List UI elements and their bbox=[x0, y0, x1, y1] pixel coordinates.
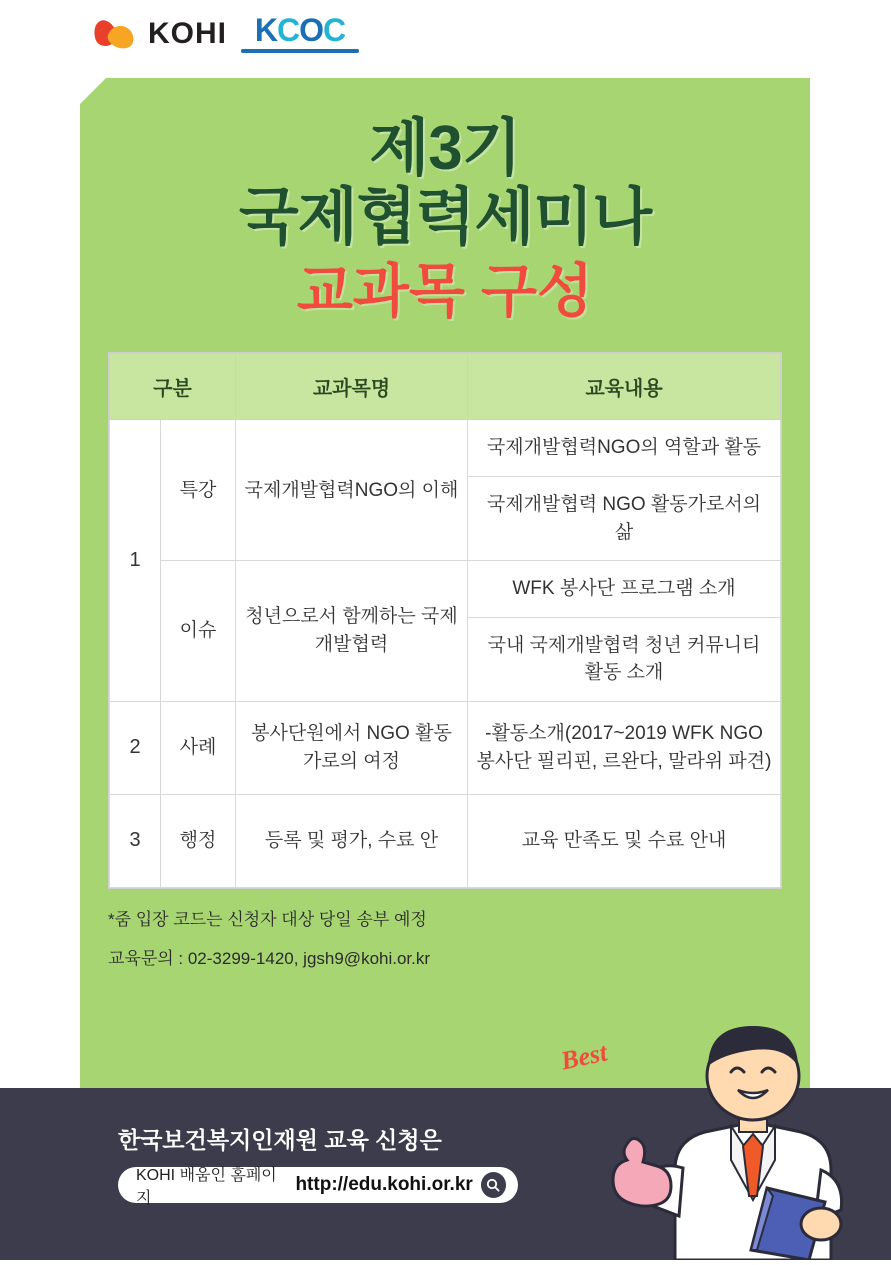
row2-subject: 청년으로서 함께하는 국제개발협력 bbox=[236, 561, 468, 702]
row3-type: 사례 bbox=[161, 701, 236, 794]
note-zoom-code: *줌 입장 코드는 신청자 대상 당일 송부 예정 bbox=[108, 909, 427, 929]
poster-title-block bbox=[80, 78, 810, 326]
table-header-subject: 교과목명 bbox=[236, 354, 468, 420]
row4-content-1: 교육 만족도 및 수료 안내 bbox=[468, 794, 781, 887]
brand-header bbox=[92, 14, 359, 53]
footer-pill-label: KOHI 배움인 홈페이지 bbox=[136, 1167, 277, 1207]
row2-type: 이슈 bbox=[161, 561, 236, 702]
row3-no: 2 bbox=[110, 701, 161, 794]
row2-content-2: 국내 국제개발협력 청년 커뮤니티 활동 소개 bbox=[468, 617, 781, 701]
footer-content bbox=[118, 1122, 518, 1207]
poster-title-highlight: 교과목 구성 bbox=[296, 258, 594, 324]
footer-bar bbox=[0, 1037, 891, 1260]
row1-subject: 국제개발협력NGO의 이해 bbox=[236, 420, 468, 561]
footer-url-pill[interactable] bbox=[118, 1167, 518, 1207]
row1-content-2: 국제개발협력 NGO 활동가로서의 삶 bbox=[468, 477, 781, 561]
footer-pill-url[interactable]: http://edu.kohi.or.kr bbox=[295, 1174, 473, 1195]
row4-subject: 등록 및 평가, 수료 안 bbox=[236, 794, 468, 887]
mascot-illustration bbox=[553, 1010, 853, 1260]
row3-subject: 봉사단원에서 NGO 활동가로의 여정 bbox=[236, 701, 468, 794]
table-row bbox=[110, 420, 781, 477]
kohi-wordmark: KOHI bbox=[148, 16, 227, 50]
table-header-row bbox=[110, 354, 781, 420]
search-icon[interactable] bbox=[481, 1172, 506, 1198]
kcoc-underline bbox=[241, 49, 359, 53]
kohi-droplet-icon bbox=[92, 16, 140, 52]
poster-title-line2: 국제협력세미나 bbox=[238, 183, 652, 253]
poster-panel bbox=[80, 78, 810, 1096]
table-row bbox=[110, 561, 781, 618]
row1-type: 특강 bbox=[161, 420, 236, 561]
best-label: Best bbox=[558, 1037, 610, 1076]
kohi-logo bbox=[92, 16, 227, 52]
kcoc-logo bbox=[241, 14, 359, 53]
kcoc-wordmark bbox=[255, 14, 345, 46]
footer-title: 한국보건복지인재원 교육 신청은 bbox=[118, 1127, 442, 1153]
kcoc-letter-c2: C bbox=[323, 12, 346, 48]
table-header-no: 구분 bbox=[110, 354, 236, 420]
curriculum-table-wrap bbox=[108, 352, 782, 888]
row2-content-1: WFK 봉사단 프로그램 소개 bbox=[468, 561, 781, 618]
row1-no: 1 bbox=[110, 420, 161, 701]
row1-content-1: 국제개발협력NGO의 역할과 활동 bbox=[468, 420, 781, 477]
table-header-content: 교육내용 bbox=[468, 354, 781, 420]
table-row bbox=[110, 794, 781, 887]
table-row bbox=[110, 701, 781, 794]
poster-title-line1: 제3기 bbox=[369, 114, 521, 183]
row3-content-1: -활동소개(2017~2019 WFK NGO 봉사단 필리핀, 르완다, 말라위 파견) bbox=[468, 701, 781, 794]
kcoc-letter-c1: C bbox=[277, 12, 300, 48]
kcoc-letter-k: K bbox=[254, 12, 277, 48]
notes-block bbox=[108, 905, 782, 969]
row4-no: 3 bbox=[110, 794, 161, 887]
note-contact: 교육문의 : 02-3299-1420, jgsh9@kohi.or.kr bbox=[108, 948, 431, 968]
curriculum-table bbox=[109, 353, 781, 887]
row4-type: 행정 bbox=[161, 794, 236, 887]
kcoc-letter-o: O bbox=[299, 12, 323, 48]
